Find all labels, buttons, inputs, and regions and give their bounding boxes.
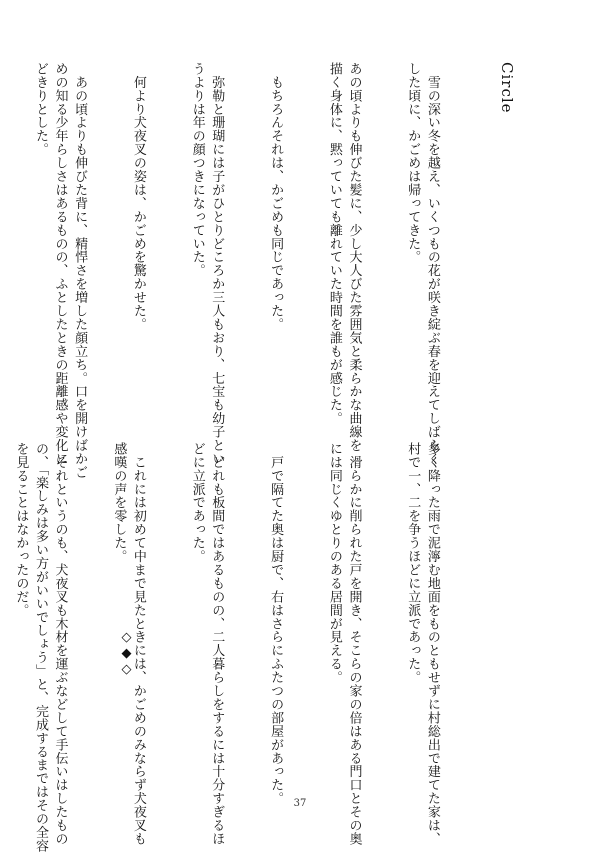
- upper-text-block: [32, 62, 481, 479]
- paragraph: あの頃よりも伸びた背に、精悍さを増した顔立ち。口を開けばかご めの知る少年らしさはあるものの、ふとしたときの距離感や変化に どきりとした。: [32, 62, 88, 479]
- paragraph: 滑らかに削られた戸を開き、そこらの家の倍はある門口とその奥 には同じくゆとりのある居間が見える。: [326, 442, 362, 846]
- paragraph: それというのも、犬夜叉も木材を運ぶなどして手伝いはしたもの の、「楽しみは多い方がいいでしょう」と、完成するまではその全容 を見ることはなかったのだ。: [13, 442, 68, 853]
- paragraph: 多く降った雨で泥濘む地面をものともせずに村総出で建てた家は、 村で一、二を争うほどに立派であった。: [405, 442, 440, 846]
- paragraph: どれも板間ではあるものの、二人暮らしをするには十分すぎるほ どに立派であった。: [189, 442, 225, 846]
- scene-break-diamonds: ◇◆◇: [119, 630, 134, 678]
- paragraph: 何より犬夜叉の姿は、かごめを驚かせた。: [130, 62, 146, 331]
- paragraph: 戸で隔てた奥は厨で、右はさらにふたつの部屋があった。: [268, 442, 284, 806]
- paragraph: あの頃よりも伸びた髪に、少し大人びた雰囲気と柔らかな曲線を 描く身体に、黙っていても離れていた時間を誰もが感じた。: [326, 62, 362, 453]
- paragraph: これには初めて中まで見たときには、かごめのみならず犬夜叉も 感嘆の声を零した。: [111, 442, 146, 846]
- paragraph: 雪の深い冬を越え、いくつもの花が咲き綻ぶ春を迎えてしばらく した頃に、かごめは帰ってきた。: [405, 62, 440, 466]
- page-number: 37: [293, 798, 307, 809]
- chapter-title: Circle: [498, 62, 516, 114]
- paragraph: 弥勒と珊瑚には子がひとりどころか三人もおり、七宝も幼子とい うよりは年の顔つきになっていた。: [189, 62, 225, 466]
- paragraph: もちろんそれは、かごめも同じであった。: [268, 62, 284, 331]
